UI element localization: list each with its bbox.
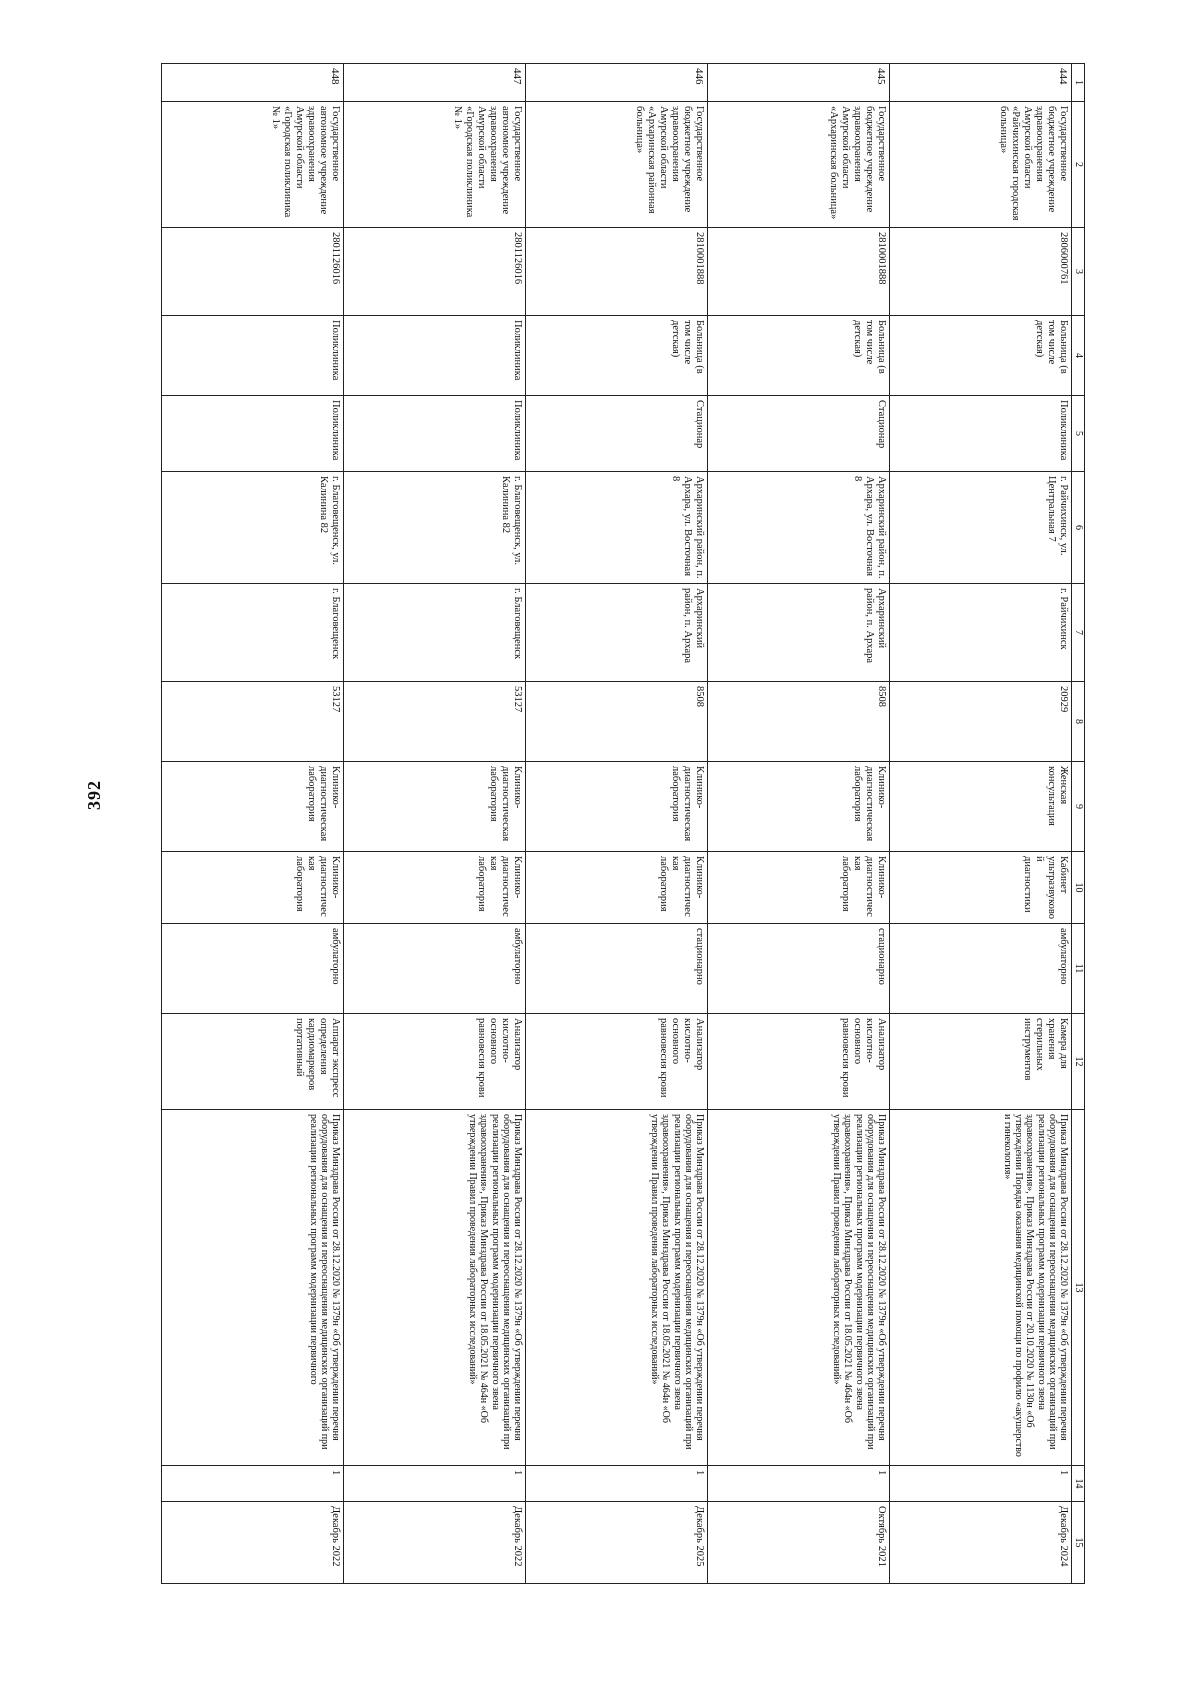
- column-number: 6: [1072, 472, 1085, 584]
- delivery-date: Декабрь 2022: [344, 1502, 526, 1584]
- column-number: 12: [1072, 1014, 1085, 1110]
- subdivision: Женская консультация: [890, 762, 1072, 852]
- population: 53127: [162, 682, 344, 762]
- quantity: 1: [708, 1466, 890, 1502]
- quantity: 1: [890, 1466, 1072, 1502]
- organization-type: Поликлиника: [162, 316, 344, 396]
- population: 8508: [526, 682, 708, 762]
- population: 53127: [344, 682, 526, 762]
- organization-type: Больница (в том числе детская): [708, 316, 890, 396]
- locality: Архаринский район, п. Архара: [708, 584, 890, 682]
- delivery-date: Декабрь 2022: [162, 1502, 344, 1584]
- column-number: 2: [1072, 102, 1085, 228]
- regulation: Приказ Минздрава России от 28.12.2020 № 1379н «Об утверждении перечня оборудования для оснащения и переоснащения медицинских организаций при реализации региональных программ модернизации первичного: [162, 1110, 344, 1466]
- column-number: 15: [1072, 1502, 1085, 1584]
- organization-name: Государственное автономное учреждение здравоохранения Амурской области «Городская поликлиника № 1»: [344, 102, 526, 228]
- inn: 2810001888: [526, 228, 708, 316]
- care-mode: стационарно: [708, 924, 890, 1014]
- column-number: 10: [1072, 852, 1085, 924]
- locality: г. Благовещенск: [162, 584, 344, 682]
- quantity: 1: [526, 1466, 708, 1502]
- equipment-name: Камера для хранения стерильных инструментов: [890, 1014, 1072, 1110]
- organization-name: Государственное бюджетное учреждение здравоохранения Амурской области «Архаринская районная больница»: [526, 102, 708, 228]
- care-mode: амбулаторно: [162, 924, 344, 1014]
- rotated-table-wrapper: [181, 63, 1085, 1583]
- care-mode: стационарно: [526, 924, 708, 1014]
- equipment-table: [161, 63, 1085, 1584]
- locality: г. Благовещенск: [344, 584, 526, 682]
- room: Клинико-диагностическая лаборатория: [162, 852, 344, 924]
- table-row: [890, 64, 1072, 1584]
- row-number: 446: [526, 64, 708, 102]
- room: Клинико-диагностическая лаборатория: [526, 852, 708, 924]
- subdivision: Клинико-диагностическая лаборатория: [708, 762, 890, 852]
- population: 20929: [890, 682, 1072, 762]
- inn: 2801126016: [162, 228, 344, 316]
- column-number: 3: [1072, 228, 1085, 316]
- quantity: 1: [162, 1466, 344, 1502]
- unit-type: Стационар: [708, 396, 890, 472]
- equipment-name: Аппарат экспресс определения кардиомаркеров портативный: [162, 1014, 344, 1110]
- delivery-date: Декабрь 2025: [526, 1502, 708, 1584]
- unit-type: Поликлиника: [344, 396, 526, 472]
- organization-type: Больница (в том числе детская): [890, 316, 1072, 396]
- quantity: 1: [344, 1466, 526, 1502]
- column-number: 5: [1072, 396, 1085, 472]
- organization-name: Государственное бюджетное учреждение здравоохранения Амурской области «Архаринская больница»: [708, 102, 890, 228]
- delivery-date: Октябрь 2021: [708, 1502, 890, 1584]
- page-number: 392: [84, 780, 104, 810]
- regulation: Приказ Минздрава России от 28.12.2020 № 1379н «Об утверждении перечня оборудования для оснащения и переоснащения медицинских организаций при реализации региональных программ модернизации первичного звена здравоохранения», Приказ Минздрава России от 18.05.2021 № 464н «Об утверждении Правил проведения лабораторных исследований»: [344, 1110, 526, 1466]
- address: Архаринский район, п. Архара, ул. Восточная 8: [708, 472, 890, 584]
- inn: 2801126016: [344, 228, 526, 316]
- organization-name: Государственное бюджетное учреждение здравоохранения Амурской области «Райчихинская городская больница»: [890, 102, 1072, 228]
- equipment-name: Анализатор кислотно-основного равновесия крови: [526, 1014, 708, 1110]
- equipment-name: Анализатор кислотно-основного равновесия крови: [344, 1014, 526, 1110]
- row-number: 448: [162, 64, 344, 102]
- equipment-name: Анализатор кислотно-основного равновесия крови: [708, 1014, 890, 1110]
- table-row: [162, 64, 344, 1584]
- locality: г. Райчихинск: [890, 584, 1072, 682]
- organization-name: Государственное автономное учреждение здравоохранения Амурской области «Городская поликлиника № 1»: [162, 102, 344, 228]
- column-number: 1: [1072, 64, 1085, 102]
- row-number: 444: [890, 64, 1072, 102]
- unit-type: Стационар: [526, 396, 708, 472]
- delivery-date: Декабрь 2024: [890, 1502, 1072, 1584]
- column-number: 9: [1072, 762, 1085, 852]
- column-number: 11: [1072, 924, 1085, 1014]
- row-number: 445: [708, 64, 890, 102]
- regulation: Приказ Минздрава России от 28.12.2020 № 1379н «Об утверждении перечня оборудования для оснащения и переоснащения медицинских организаций при реализации региональных программ модернизации первичного звена здравоохранения», Приказ Минздрава России от 20.10.2020 № 1130н «Об утверждении Порядка оказания медицинской помощи по профилю «акушерство и гинекология»: [890, 1110, 1072, 1466]
- population: 8508: [708, 682, 890, 762]
- regulation: Приказ Минздрава России от 28.12.2020 № 1379н «Об утверждении перечня оборудования для оснащения и переоснащения медицинских организаций при реализации региональных программ модернизации первичного звена здравоохранения», Приказ Минздрава России от 18.05.2021 № 464н «Об утверждении Правил проведения лабораторных исследований»: [708, 1110, 890, 1466]
- column-number: 8: [1072, 682, 1085, 762]
- care-mode: амбулаторно: [344, 924, 526, 1014]
- inn: 2810001888: [708, 228, 890, 316]
- locality: Архаринский район, п. Архара: [526, 584, 708, 682]
- table-row: [708, 64, 890, 1584]
- column-number: 13: [1072, 1110, 1085, 1466]
- room: Клинико-диагностическая лаборатория: [708, 852, 890, 924]
- unit-type: Поликлиника: [162, 396, 344, 472]
- room: Клинико-диагностическая лаборатория: [344, 852, 526, 924]
- room: Кабинет ультразвуковой диагностики: [890, 852, 1072, 924]
- column-number: 4: [1072, 316, 1085, 396]
- table-row: [344, 64, 526, 1584]
- organization-type: Больница (в том числе детская): [526, 316, 708, 396]
- table-row: [526, 64, 708, 1584]
- unit-type: Поликлиника: [890, 396, 1072, 472]
- subdivision: Клинико-диагностическая лаборатория: [344, 762, 526, 852]
- address: г. Благовещенск, ул. Калинина 82: [344, 472, 526, 584]
- column-number-row: [1072, 64, 1085, 1584]
- subdivision: Клинико-диагностическая лаборатория: [526, 762, 708, 852]
- column-number: 7: [1072, 584, 1085, 682]
- address: г. Райчихинск, ул. Центральная 7: [890, 472, 1072, 584]
- address: Архаринский район, п. Архара, ул. Восточная 8: [526, 472, 708, 584]
- care-mode: амбулаторно: [890, 924, 1072, 1014]
- subdivision: Клинико-диагностическая лаборатория: [162, 762, 344, 852]
- row-number: 447: [344, 64, 526, 102]
- inn: 2806000761: [890, 228, 1072, 316]
- column-number: 14: [1072, 1466, 1085, 1502]
- regulation: Приказ Минздрава России от 28.12.2020 № 1379н «Об утверждении перечня оборудования для оснащения и переоснащения медицинских организаций при реализации региональных программ модернизации первичного звена здравоохранения», Приказ Минздрава России от 18.05.2021 № 464н «Об утверждении Правил проведения лабораторных исследований»: [526, 1110, 708, 1466]
- organization-type: Поликлиника: [344, 316, 526, 396]
- address: г. Благовещенск, ул. Калинина 82: [162, 472, 344, 584]
